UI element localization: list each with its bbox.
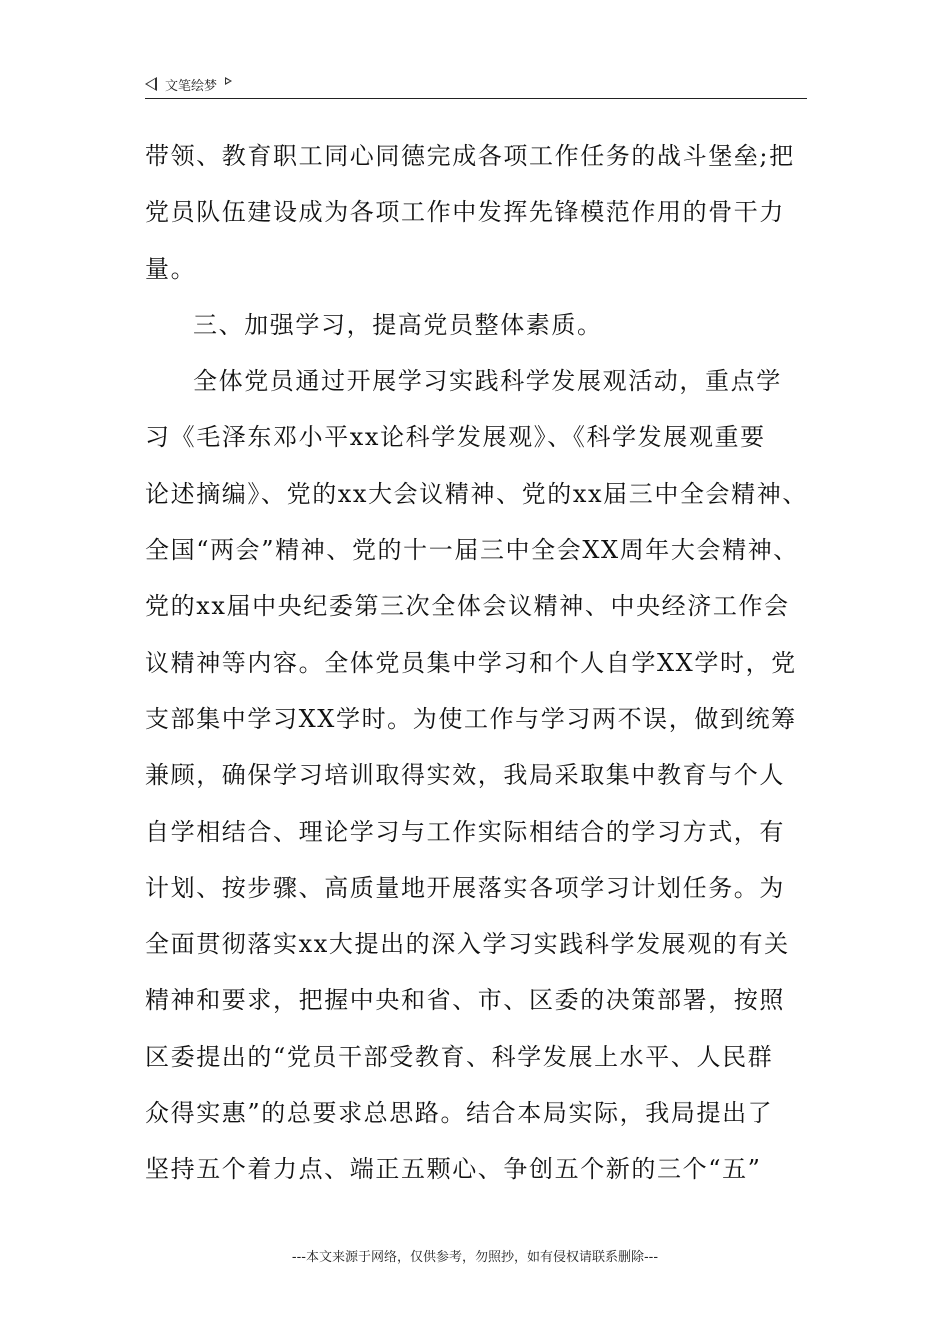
text-line: 计划、按步骤、高质量地开展落实各项学习计划任务。为 xyxy=(145,873,785,902)
text-line: 全体党员通过开展学习实践科学发展观活动，重点学 xyxy=(193,367,782,396)
text-line: 党的xx届中央纪委第三次全体会议精神、中央经济工作会 xyxy=(145,592,790,621)
text-line: 三、加强学习，提高党员整体素质。 xyxy=(193,310,603,339)
text-line: 党员队伍建设成为各项工作中发挥先锋模范作用的骨干力 xyxy=(145,198,785,227)
text-line: 支部集中学习XX学时。为使工作与学习两不误，做到统筹 xyxy=(145,704,797,733)
text-line: 精神和要求，把握中央和省、市、区委的决策部署，按照 xyxy=(145,986,785,1015)
text-line: 众得实惠”的总要求总思路。结合本局实际，我局提出了 xyxy=(145,1099,774,1128)
text-line: 习《毛泽东邓小平xx论科学发展观》、《科学发展观重要 xyxy=(145,423,766,452)
text-line: 全国“两会”精神、党的十一届三中全会XX周年大会精神、 xyxy=(145,536,799,565)
text-line: 带领、教育职工同心同德完成各项工作任务的战斗堡垒;把 xyxy=(145,142,795,170)
text-line: 区委提出的“党员干部受教育、科学发展上水平、人民群 xyxy=(145,1042,774,1071)
text-line: 兼顾，确保学习培训取得实效，我局采取集中教育与个人 xyxy=(145,761,785,790)
brand-name: 文笔绘梦 xyxy=(165,78,218,94)
text-line: 坚持五个着力点、端正五颗心、争创五个新的三个“五” xyxy=(145,1155,762,1184)
text-line: 议精神等内容。全体党员集中学习和个人自学XX学时，党 xyxy=(145,648,797,677)
text-line: 论述摘编》、党的xx大会议精神、党的xx届三中全会精神、 xyxy=(145,479,808,508)
triangle-left-icon xyxy=(145,77,157,91)
text-line: 全面贯彻落实xx大提出的深入学习实践科学发展观的有关 xyxy=(145,930,790,959)
footer-notice: ---本文来源于网络，仅供参考，勿照抄，如有侵权请联系删除--- xyxy=(291,1250,659,1265)
triangle-right-icon xyxy=(225,77,232,85)
text-line: 量。 xyxy=(145,254,197,283)
brand xyxy=(145,74,232,94)
document-body xyxy=(145,128,807,1198)
text-line: 自学相结合、理论学习与工作实际相结合的学习方式，有 xyxy=(145,817,785,846)
page-header xyxy=(145,72,807,99)
